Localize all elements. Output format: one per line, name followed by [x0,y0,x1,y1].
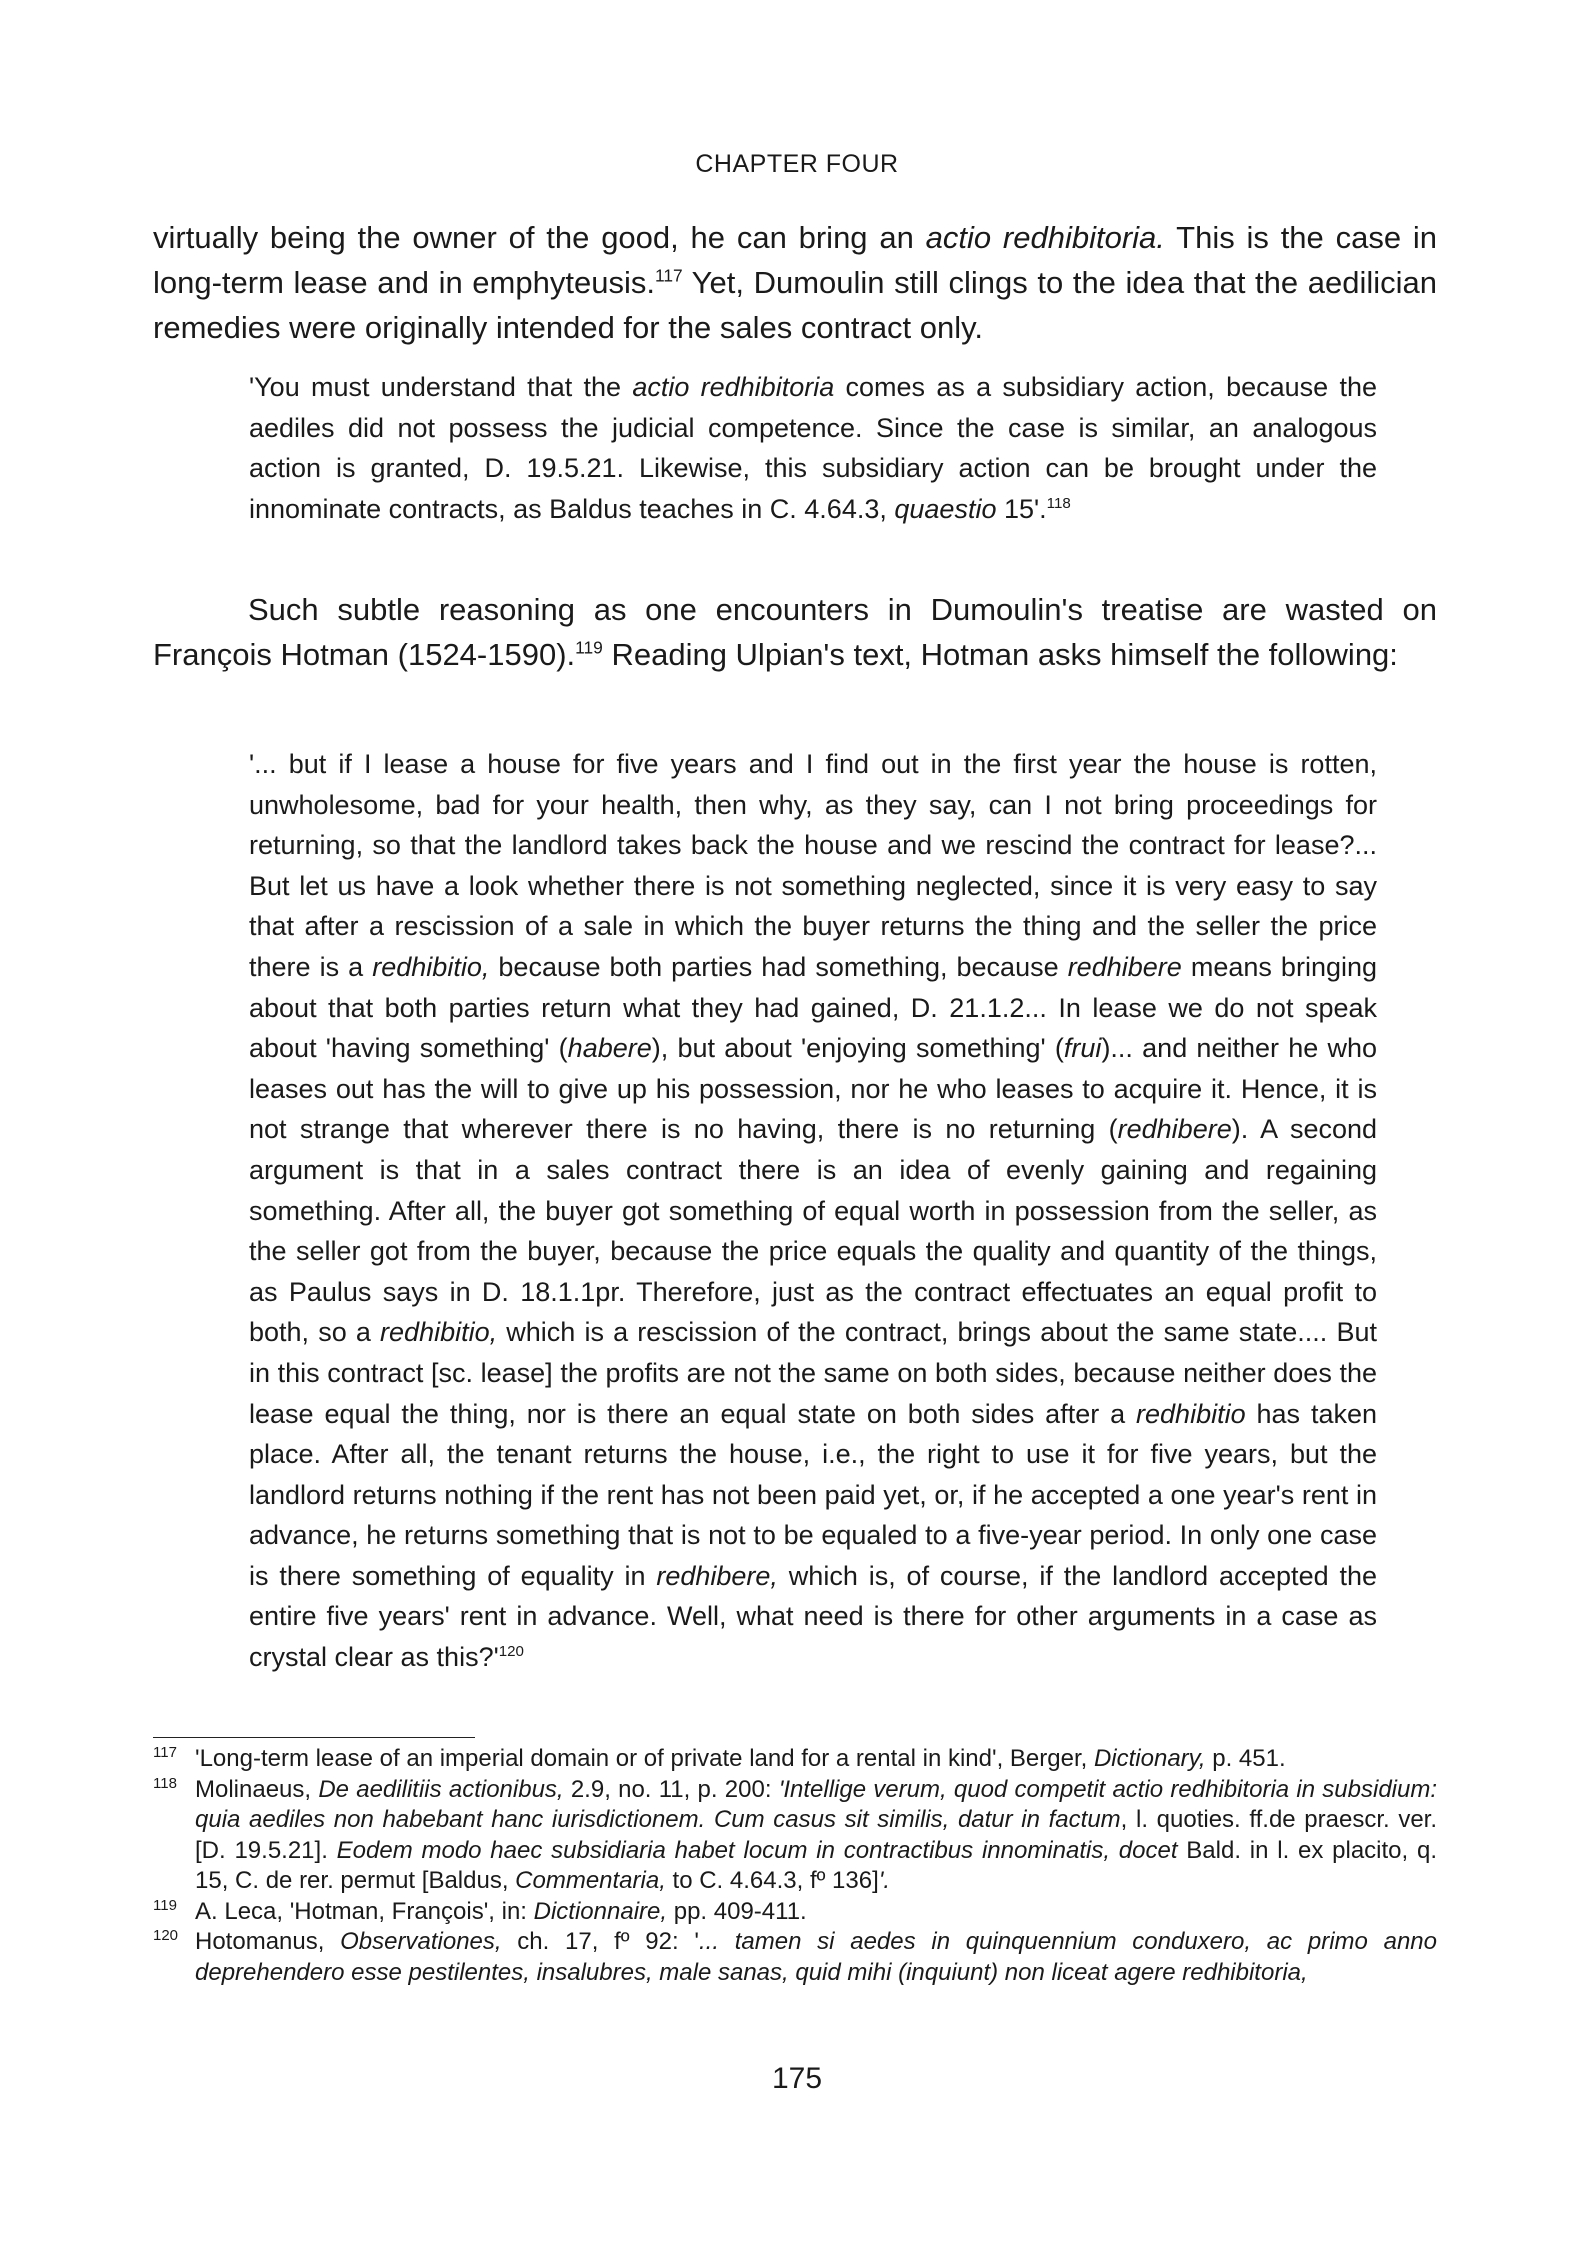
footnote-text: to C. 4.64.3, fº 136] [665,1867,879,1894]
footnote-text: Bald. in l. ex placito, q. 15, C. de rer. permut [Baldus, [195,1836,1437,1894]
footnote-number: 118 [153,1774,177,1792]
quote-text: comes as a subsidiary action, because the aediles did not possess the judicial competence. Since the case is similar, an analogous action is granted, D. 19.5.21. Likewise, this subsidiary action can be brought under the innominate contracts, as Baldus teaches in C. 4.64.3, [249,372,1377,524]
running-header: CHAPTER FOUR [695,150,899,178]
page-number: 175 [771,2062,823,2095]
footnotes [153,1744,1437,1988]
footnote-119 [153,1897,1437,1928]
paragraph-text: Reading Ulpian's text, Hotman asks himself the following: [602,637,1398,672]
paragraph-text: This is the case in long-term lease and in emphyteusis. [153,220,1437,300]
footnote-italic: Eodem modo haec subsidiaria habet locum in contractibus innominatis, docet [336,1836,1178,1864]
latin-term: habere [567,1033,652,1064]
latin-term: redhibere [1117,1114,1232,1145]
footnote-italic: Commentaria, [515,1867,666,1894]
block-quote-1 [249,367,1377,529]
quote-text: ). A second argument is that in a sales contract there is an idea of evenly gaining and regaining something. After all, the buyer got something of equal worth in possession from the seller, as the seller got from the buyer, because the price equals the quality and quantity of the things, as Paulus says in D. 18.1.1pr. Therefore, just as the contract effectuates an equal profit to both, so a [249,1114,1378,1348]
quote-text: 15'. [996,493,1047,524]
footnote-text: 'Long-term lease of an imperial domain or of private land for a rental in kind', Berger, [195,1745,1094,1772]
footnote-118 [153,1775,1437,1897]
quote-text: 'You must understand that the [249,372,633,402]
footnote-text: ch. 17, fº 92: ' [501,1928,699,1955]
footnote-text: Molinaeus, [195,1775,319,1803]
footnote-120 [153,1927,1437,1988]
latin-term: redhibere [1067,951,1182,982]
footnote-italic: Dictionnaire, [533,1897,668,1925]
latin-term: redhibitio [1136,1398,1246,1429]
quote-text: because both parties had something, because [489,951,1068,982]
footnote-text: p. 451. [1205,1745,1286,1772]
footnote-number: 120 [153,1927,179,1944]
latin-term: redhibitio, [380,1317,498,1348]
body-paragraph-2 [153,587,1437,677]
quote-text: has taken place. After all, the tenant returns the house, i.e., the right to use it for five years, but the landlord returns nothing if the rent has not been paid yet, or, if he accepted a one year's rent in advance, he returns something that is not to be equaled to a five-year period. In only one case is there something of equality in [249,1398,1377,1591]
footnote-italic: 'Intellige verum, quod competit actio redhibitoria in subsidium: quia aediles non habebant hanc iurisdictionem. Cum casus sit similis, datur in factum [195,1775,1438,1833]
quote-text: ), but about 'enjoying something' ( [651,1033,1064,1064]
latin-term: actio redhibitoria [632,372,835,402]
latin-term: frui [1063,1033,1102,1064]
quote-text: which is, of course, if the landlord accepted the entire five years' rent in advance. Well, what need is there for other arguments in a case as crystal clear as this?' [249,1560,1377,1673]
quote-text: means bringing about that both parties return what they had gained, D. 21.1.2... In lease we do not speak about 'having something' ( [249,951,1378,1064]
quote-text: )... and neither he who leases out has the will to give up his possession, nor he who leases to acquire it. Hence, it is not strange that wherever there is no having, there is no returning ( [249,1033,1377,1145]
quote-text: which is a rescission of the contract, brings about the same state.... But in this contract [sc. lease] the profits are not the same on both sides, because neither does the lease equal the thing, nor is there an equal state on both sides after a [249,1317,1377,1429]
footnote-reference[interactable]: 119 [575,637,603,658]
footnote-italic: De aedilitiis actionibus, [318,1775,564,1803]
paragraph-text: Yet, Dumoulin still clings to the idea that the aedilician remedies were originally intended for the sales contract only. [153,265,1437,345]
footnote-117 [153,1744,1437,1775]
footnote-italic: Dictionary, [1093,1745,1206,1772]
paragraph-text: Such subtle reasoning as one encounters in Dumoulin's treatise are wasted on François Hotman (1524-1590). [153,592,1437,672]
footnote-number: 117 [153,1744,177,1761]
footnote-italic: '. [878,1867,891,1894]
footnote-text: , l. quoties. ff.de praescr. ver. [D. 19.5.21]. [195,1806,1438,1864]
footnote-reference[interactable]: 117 [654,265,683,286]
footnote-reference[interactable]: 120 [498,1643,524,1661]
block-quote-2 [249,744,1377,1678]
paragraph-text: virtually being the owner of the good, he can bring an [153,220,926,255]
body-paragraph-1 [153,215,1437,350]
footnote-number: 119 [153,1896,177,1914]
latin-term: quaestio [894,493,997,524]
footnote-italic: Observationes, [340,1928,502,1955]
latin-term: redhibitio, [372,951,490,982]
footnote-reference[interactable]: 118 [1046,494,1071,512]
footnote-text: 2.9, no. 11, p. 200: [563,1775,779,1803]
footnote-text: A. Leca, 'Hotman, François', in: [195,1897,534,1925]
footnote-separator [153,1737,475,1738]
latin-term: redhibere, [656,1560,778,1591]
footnote-text: Hotomanus, [195,1928,341,1955]
footnote-text: pp. 409-411. [667,1897,807,1925]
quote-text: '... but if I lease a house for five years and I find out in the first year the house is rotten, unwholesome, bad for your health, then why, as they say, can I not bring proceedings for returning, so that the landlord takes back the house and we rescind the contract for lease?... But let us have a look whether there is not something neglected, since it is very easy to say that after a rescission of a sale in which the buyer returns the thing and the seller the price there is a [249,749,1377,982]
footnote-italic: ... tamen si aedes in quinquennium conduxero, ac primo anno deprehendero esse pestilentes, insalubres, male sanas, quid mihi (inquiunt) non liceat agere redhibitoria, [195,1928,1437,1986]
latin-term: actio redhibitoria. [925,220,1165,255]
